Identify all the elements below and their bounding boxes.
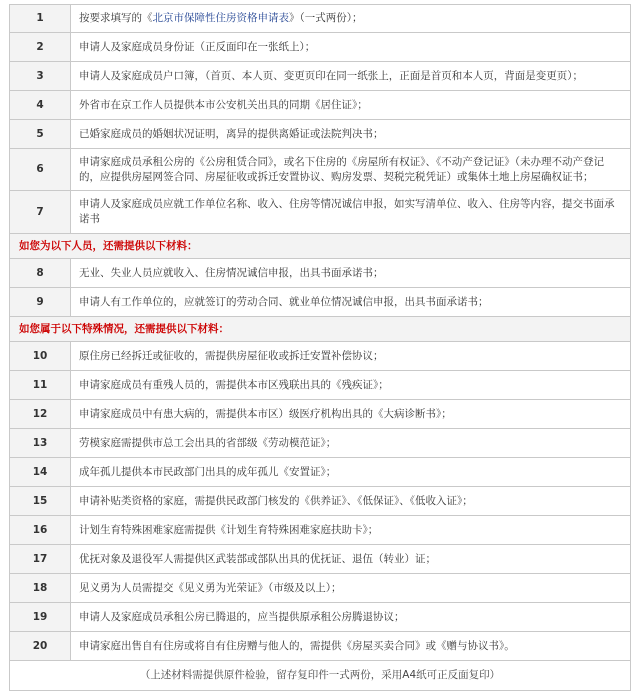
table-row: [10, 574, 631, 603]
row-number: 18: [10, 574, 71, 603]
table-row: [10, 191, 631, 234]
row-text: 申请人及家庭成员承租公房已腾退的，应当提供原承租公房腾退协议；: [71, 603, 631, 632]
row-number: 5: [10, 120, 71, 149]
row-number: 14: [10, 458, 71, 487]
row-text: 申请人有工作单位的，应就签订的劳动合同、就业单位情况诚信申报，出具书面承诺书；: [71, 288, 631, 317]
row-number: 12: [10, 400, 71, 429]
row-text: 原住房已经拆迁或征收的，需提供房屋征收或拆迁安置补偿协议；: [71, 342, 631, 371]
row-text: 无业、失业人员应就收入、住房情况诚信申报，出具书面承诺书；: [71, 259, 631, 288]
section-title: 如您属于以下特殊情况，还需提供以下材料：: [10, 317, 631, 342]
row-number: 13: [10, 429, 71, 458]
row-text: 申请家庭出售自有住房或将自有住房赠与他人的，需提供《房屋买卖合同》或《赠与协议书》。: [71, 632, 631, 661]
row-text: 见义勇为人员需提交《见义勇为光荣证》（市级及以上）；: [71, 574, 631, 603]
row-number: 11: [10, 371, 71, 400]
table-row: [10, 33, 631, 62]
row-text: 已婚家庭成员的婚姻状况证明，离异的提供离婚证或法院判决书；: [71, 120, 631, 149]
row-text: 外省市在京工作人员提供本市公安机关出具的同期《居住证》；: [71, 91, 631, 120]
application-form-link[interactable]: 北京市保障性住房资格申请表: [152, 12, 289, 24]
row-text: 劳模家庭需提供市总工会出具的省部级《劳动模范证》；: [71, 429, 631, 458]
table-row: [10, 429, 631, 458]
table-row: [10, 516, 631, 545]
row-number: 1: [10, 5, 71, 33]
table-row: [10, 400, 631, 429]
table-row: [10, 149, 631, 191]
table-row: [10, 62, 631, 91]
row-number: 9: [10, 288, 71, 317]
row-number: 2: [10, 33, 71, 62]
table-row: [10, 342, 631, 371]
row-number: 16: [10, 516, 71, 545]
table-row: [10, 545, 631, 574]
section-header: [10, 317, 631, 342]
table-row: [10, 288, 631, 317]
row-text-pre: 按要求填写的《: [79, 12, 153, 24]
row-number: 19: [10, 603, 71, 632]
table-row: [10, 259, 631, 288]
table-row: [10, 632, 631, 661]
row-text: 申请人及家庭成员身份证（正反面印在一张纸上）；: [71, 33, 631, 62]
row-number: 17: [10, 545, 71, 574]
table-row: [10, 5, 631, 33]
row-text: 申请家庭成员承租公房的《公房租赁合同》，或名下住房的《房屋所有权证》、《不动产登记证》（未办理不动产登记的，应提供房屋网签合同、房屋征收或拆迁安置协议、购房发票、契税完税凭证）或集体土地上房屋确权证书；: [71, 149, 631, 191]
row-text: 申请家庭成员有重残人员的，需提供本市区残联出具的《残疾证》；: [71, 371, 631, 400]
row-text: 申请人及家庭成员户口簿，（首页、本人页、变更页印在同一纸张上，正面是首页和本人页，背面是变更页）；: [71, 62, 631, 91]
row-number: 20: [10, 632, 71, 661]
row-text: 优抚对象及退役军人需提供区武装部或部队出具的优抚证、退伍（转业）证；: [71, 545, 631, 574]
table-row: [10, 91, 631, 120]
table-row: [10, 120, 631, 149]
row-text: 申请家庭成员中有患大病的，需提供本市区）级医疗机构出具的《大病诊断书》；: [71, 400, 631, 429]
row-text: [71, 5, 631, 33]
row-number: 15: [10, 487, 71, 516]
row-number: 10: [10, 342, 71, 371]
row-number: 8: [10, 259, 71, 288]
table-row: [10, 487, 631, 516]
row-text-post: 》（一式两份）；: [289, 12, 363, 24]
table-row: [10, 458, 631, 487]
table-row: [10, 371, 631, 400]
requirements-table: [9, 4, 631, 691]
row-text: 申请人及家庭成员应就工作单位名称、收入、住房等情况诚信申报，如实写清单位、收入、住房等内容，提交书面承诺书: [71, 191, 631, 234]
row-text: 申请补贴类资格的家庭，需提供民政部门核发的《供养证》、《低保证》、《低收入证》；: [71, 487, 631, 516]
row-text: 成年孤儿提供本市民政部门出具的成年孤儿《安置证》；: [71, 458, 631, 487]
row-number: 7: [10, 191, 71, 234]
section-header: [10, 234, 631, 259]
footer-note: （上述材料需提供原件检验，留存复印件一式两份，采用A4纸可正反面复印）: [10, 661, 631, 691]
footer-row: [10, 661, 631, 691]
section-title: 如您为以下人员，还需提供以下材料：: [10, 234, 631, 259]
row-number: 4: [10, 91, 71, 120]
row-text: 计划生育特殊困难家庭需提供《计划生育特殊困难家庭扶助卡》；: [71, 516, 631, 545]
table-row: [10, 603, 631, 632]
row-number: 3: [10, 62, 71, 91]
row-number: 6: [10, 149, 71, 191]
